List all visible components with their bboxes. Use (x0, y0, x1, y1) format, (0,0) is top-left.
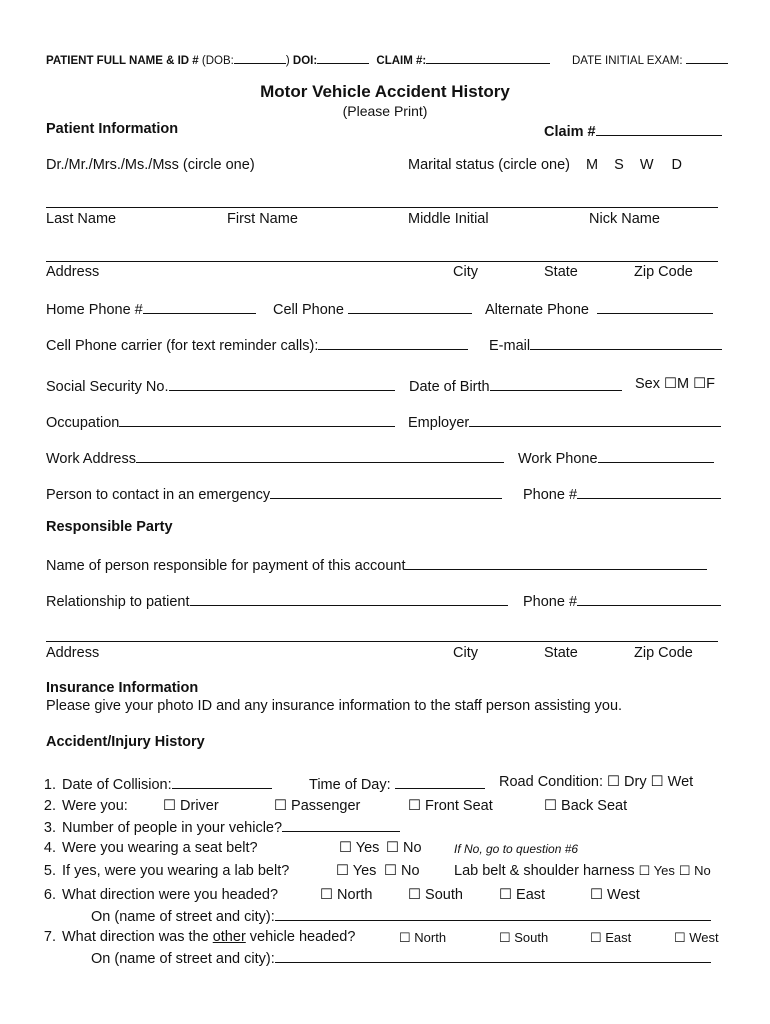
work-address-blank[interactable] (136, 448, 504, 463)
q6-number: 6. (43, 887, 56, 903)
home-phone-label: Home Phone # (46, 302, 143, 318)
cell-phone-label: Cell Phone (273, 302, 344, 318)
address-label: Address (46, 264, 100, 280)
email-blank[interactable] (530, 335, 722, 350)
occupation-label: Occupation (46, 415, 120, 431)
q4-number: 4. (43, 840, 56, 856)
dob-field-label: Date of Birth (409, 379, 490, 395)
q7-north-checkbox[interactable]: ☐ North (399, 930, 447, 945)
page-title: Motor Vehicle Accident History (260, 82, 510, 101)
cell-carrier-field (46, 335, 468, 354)
marital-option-s[interactable]: S (614, 157, 624, 173)
marital-option-w[interactable]: W (639, 157, 654, 173)
cell-carrier-label: Cell Phone carrier (for text reminder calls): (46, 338, 319, 354)
q5-number: 5. (43, 863, 56, 879)
relationship-blank[interactable] (190, 591, 508, 606)
work-address-field (46, 448, 504, 467)
q7-label-post: vehicle headed? (245, 929, 356, 945)
q7-label-underlined: other (212, 929, 246, 945)
date-initial-exam (572, 49, 728, 67)
emergency-field (46, 484, 502, 503)
cell-phone-field (273, 299, 472, 318)
home-phone-blank[interactable] (143, 299, 256, 314)
q5-label: If yes, were you wearing a lab belt? (62, 863, 290, 879)
responsible-name-field (46, 555, 707, 574)
dob-label: (DOB: (201, 55, 234, 67)
q2-front-seat-checkbox[interactable]: ☐ Front Seat (408, 798, 493, 814)
q7-west-checkbox[interactable]: ☐ West (674, 930, 719, 945)
q6-south-checkbox[interactable]: ☐ South (408, 887, 463, 903)
alt-phone-blank[interactable] (597, 299, 713, 314)
name-input-line[interactable] (46, 207, 718, 208)
q5-lab-label: Lab belt & shoulder harness (454, 863, 635, 879)
q1-time-label: Time of Day: (309, 777, 391, 793)
responsible-name-label: Name of person responsible for payment of this account (46, 558, 406, 574)
question-1 (34, 774, 272, 793)
marital-option-d[interactable]: D (671, 157, 683, 173)
question-6 (34, 887, 278, 903)
q7-number: 7. (43, 929, 56, 945)
ssn-field (46, 376, 395, 395)
header-line (46, 49, 550, 67)
responsible-zip-label: Zip Code (634, 645, 693, 661)
q5-lab-belt (454, 863, 711, 879)
q7-street-blank[interactable] (275, 948, 711, 963)
q6-street-label: On (name of street and city): (91, 909, 275, 925)
q1-road-label: Road Condition: (499, 774, 603, 790)
first-name-label: First Name (227, 211, 298, 227)
employer-field (408, 412, 721, 431)
accident-heading: Accident/Injury History (46, 734, 205, 750)
q1-time (309, 774, 485, 793)
claim-field (544, 121, 722, 140)
insurance-heading: Insurance Information (46, 680, 199, 696)
q4-yes-checkbox[interactable]: ☐ Yes (339, 840, 380, 856)
salutation-label: Dr./Mr./Mrs./Ms./Mss (circle one) (46, 157, 255, 173)
q6-label: What direction were you headed? (62, 887, 279, 903)
q2-number: 2. (43, 798, 56, 814)
q4-no-checkbox[interactable]: ☐ No (386, 840, 422, 856)
date-initial-blank[interactable] (686, 49, 728, 64)
q4-note: If No, go to question #6 (454, 842, 579, 856)
marital-label: Marital status (circle one) (408, 157, 570, 173)
work-phone-field (518, 448, 714, 467)
q2-label: Were you: (62, 798, 128, 814)
claim-blank[interactable] (596, 121, 722, 136)
q5-no-checkbox[interactable]: ☐ No (384, 863, 420, 879)
q2-passenger-checkbox[interactable]: ☐ Passenger (274, 798, 361, 814)
home-phone-field (46, 299, 256, 318)
employer-blank[interactable] (469, 412, 721, 427)
emergency-blank[interactable] (270, 484, 502, 499)
q7-street-field (91, 948, 711, 967)
q7-label-pre: What direction was the (62, 929, 213, 945)
question-5 (34, 863, 289, 879)
alt-phone-field (485, 299, 713, 318)
q6-east-checkbox[interactable]: ☐ East (499, 887, 546, 903)
email-label: E-mail (489, 338, 531, 354)
q6-street-blank[interactable] (275, 906, 711, 921)
patient-label: PATIENT FULL NAME & ID # (46, 55, 199, 67)
alt-phone-label: Alternate Phone (485, 302, 589, 318)
dob-close: ) (285, 55, 290, 67)
responsible-state-label: State (544, 645, 578, 661)
question-4 (34, 840, 258, 856)
emergency-phone-blank[interactable] (577, 484, 721, 499)
claim-header-label: CLAIM #: (376, 55, 427, 67)
q6-west-checkbox[interactable]: ☐ West (590, 887, 640, 903)
city-label: City (453, 264, 478, 280)
dob-field-blank[interactable] (490, 376, 622, 391)
doi-blank[interactable] (317, 49, 369, 64)
responsible-address-line[interactable] (46, 641, 718, 642)
q7-street-label: On (name of street and city): (91, 951, 275, 967)
ssn-blank[interactable] (169, 376, 395, 391)
question-3 (34, 817, 400, 836)
q7-south-checkbox[interactable]: ☐ South (499, 930, 549, 945)
occupation-blank[interactable] (119, 412, 395, 427)
marital-status (408, 157, 682, 173)
marital-option-m[interactable]: M (586, 157, 599, 173)
q1-dry-checkbox[interactable]: ☐ Dry (607, 774, 647, 790)
q3-label: Number of people in your vehicle? (62, 820, 283, 836)
q2-driver-checkbox[interactable]: ☐ Driver (163, 798, 219, 814)
q2-back-seat-checkbox[interactable]: ☐ Back Seat (544, 798, 628, 814)
emergency-label: Person to contact in an emergency (46, 487, 271, 503)
question-7 (34, 929, 355, 945)
q1-number: 1. (43, 777, 56, 793)
q7-east-checkbox[interactable]: ☐ East (590, 930, 632, 945)
date-initial-label: DATE INITIAL EXAM: (572, 55, 683, 67)
relationship-label: Relationship to patient (46, 594, 190, 610)
email-field (489, 335, 722, 354)
sex-m-checkbox[interactable]: ☐M (664, 376, 690, 392)
claim-header-blank[interactable] (426, 49, 550, 64)
last-name-label: Last Name (46, 211, 117, 227)
q6-north-checkbox[interactable]: ☐ North (320, 887, 373, 903)
q5-lab-no-checkbox[interactable]: ☐ No (678, 863, 711, 878)
work-phone-blank[interactable] (598, 448, 714, 463)
zip-label: Zip Code (634, 264, 693, 280)
dob-field (409, 376, 622, 395)
relationship-field (46, 591, 508, 610)
responsible-address-label: Address (46, 645, 100, 661)
page-subtitle: (Please Print) (342, 103, 428, 119)
q6-street-field (91, 906, 711, 925)
dob-blank[interactable] (234, 49, 286, 64)
q1-time-blank[interactable] (395, 774, 485, 789)
middle-initial-label: Middle Initial (408, 211, 489, 227)
responsible-name-blank[interactable] (405, 555, 707, 570)
q3-blank[interactable] (282, 817, 400, 832)
nick-name-label: Nick Name (589, 211, 660, 227)
work-address-label: Work Address (46, 451, 136, 467)
emergency-phone-field (523, 484, 721, 503)
responsible-city-label: City (453, 645, 478, 661)
responsible-phone-blank[interactable] (577, 591, 721, 606)
q5-yes-checkbox[interactable]: ☐ Yes (336, 863, 377, 879)
insurance-text: Please give your photo ID and any insurance information to the staff person assisting you. (46, 698, 623, 714)
q1-date-label: Date of Collision: (62, 777, 172, 793)
claim-label: Claim # (544, 124, 596, 140)
responsible-phone-field (523, 591, 721, 610)
patient-info-heading: Patient Information (46, 121, 179, 137)
question-2 (34, 798, 128, 814)
responsible-phone-label: Phone # (523, 594, 578, 610)
cell-carrier-blank[interactable] (318, 335, 468, 350)
q5-lab-yes-checkbox[interactable]: ☐ Yes (638, 863, 675, 878)
state-label: State (544, 264, 578, 280)
sex-field (635, 376, 715, 392)
q4-label: Were you wearing a seat belt? (62, 840, 258, 856)
q3-number: 3. (43, 820, 56, 836)
q1-wet-checkbox[interactable]: ☐ Wet (650, 774, 694, 790)
employer-label: Employer (408, 415, 470, 431)
sex-f-checkbox[interactable]: ☐F (693, 376, 715, 392)
occupation-field (46, 412, 395, 431)
emergency-phone-label: Phone # (523, 487, 578, 503)
ssn-label: Social Security No. (46, 379, 169, 395)
q1-road (499, 774, 693, 790)
q1-date-blank[interactable] (172, 774, 272, 789)
work-phone-label: Work Phone (518, 451, 598, 467)
doi-label: DOI: (292, 55, 318, 67)
address-input-line[interactable] (46, 261, 718, 262)
responsible-heading: Responsible Party (46, 519, 173, 535)
sex-label: Sex (635, 376, 660, 392)
cell-phone-blank[interactable] (348, 299, 472, 314)
